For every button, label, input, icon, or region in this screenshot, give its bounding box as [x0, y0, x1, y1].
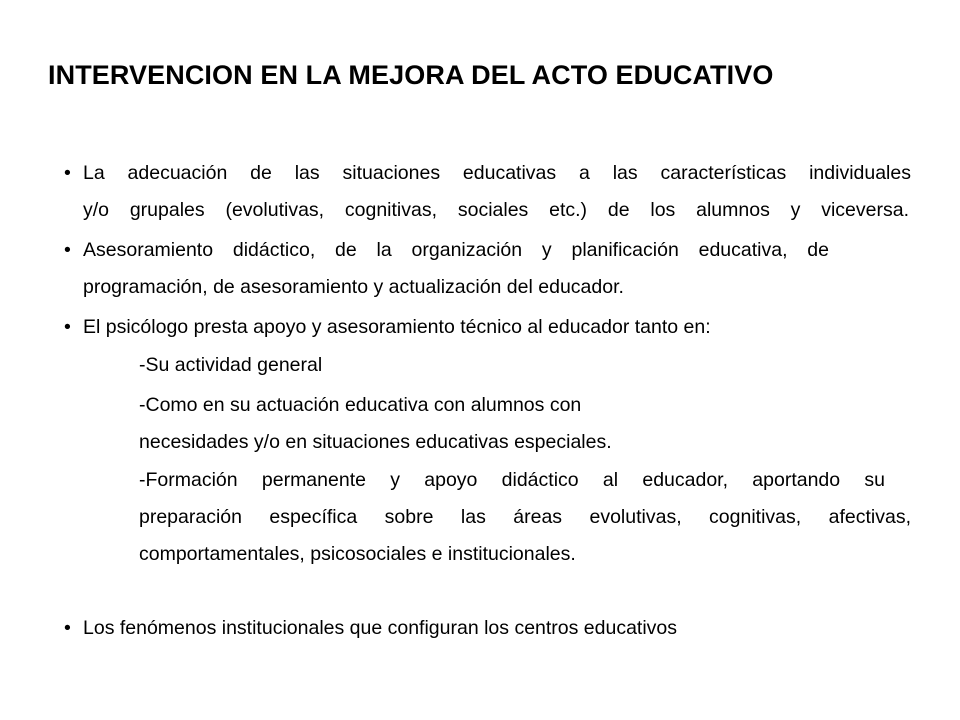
sub-item-2-line-1: -Como en su actuación educativa con alumnos con [139, 394, 582, 416]
bullet-marker: • [64, 617, 71, 639]
bullet-4-line-1: Los fenómenos institucionales que configuran los centros educativos [83, 617, 678, 639]
bullet-2-line-1: Asesoramiento didáctico, de la organización y planificación educativa, de [83, 239, 829, 261]
bullet-2-line-2: programación, de asesoramiento y actualización del educador. [83, 276, 624, 298]
bullet-marker: • [64, 316, 71, 338]
bullet-3-line-1: El psicólogo presta apoyo y asesoramiento técnico al educador tanto en: [83, 316, 711, 338]
sub-item-3-line-1: -Formación permanente y apoyo didáctico al educador, aportando su [139, 469, 885, 491]
bullet-marker: • [64, 162, 71, 184]
sub-item-2-line-2: necesidades y/o en situaciones educativas especiales. [139, 431, 612, 453]
sub-item-3-line-3: comportamentales, psicosociales e institucionales. [139, 543, 576, 565]
sub-item-3-line-2: preparación específica sobre las áreas evolutivas, cognitivas, afectivas, [139, 506, 911, 528]
sub-item-1-line-1: -Su actividad general [139, 354, 323, 376]
bullet-1-line-2: y/o grupales (evolutivas, cognitivas, sociales etc.) de los alumnos y viceversa. [83, 199, 909, 221]
bullet-marker: • [64, 239, 71, 261]
slide-title: INTERVENCION EN LA MEJORA DEL ACTO EDUCATIVO [48, 60, 774, 90]
bullet-1-line-1: La adecuación de las situaciones educativas a las características individuales [83, 162, 911, 184]
